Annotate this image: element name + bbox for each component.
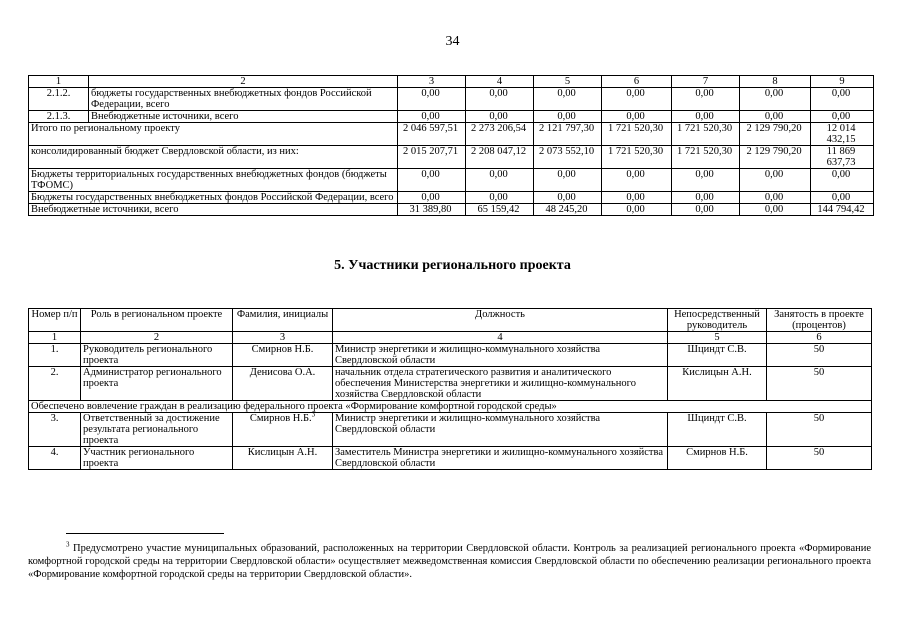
finance-value: 65 159,42 (466, 204, 534, 216)
participant-row (29, 447, 872, 470)
finance-value: 0,00 (534, 192, 602, 204)
finance-col-number: 3 (398, 76, 466, 88)
finance-col-number: 1 (29, 76, 89, 88)
finance-col-number: 2 (89, 76, 398, 88)
finance-value: 0,00 (672, 88, 740, 111)
finance-row-name: Бюджеты государственных внебюджетных фондов Российской Федерации, всего (29, 192, 398, 204)
participant-name: Смирнов Н.Б. (233, 344, 333, 367)
finance-col-number: 5 (534, 76, 602, 88)
finance-row (29, 123, 874, 146)
participants-col-number: 5 (668, 332, 767, 344)
participants-table (28, 308, 872, 470)
header-position: Должность (333, 309, 668, 332)
finance-value: 0,00 (811, 192, 874, 204)
finance-value: 0,00 (672, 111, 740, 123)
participants-col-number: 6 (767, 332, 872, 344)
footnote-ref: 3 (311, 410, 316, 419)
finance-value: 0,00 (466, 111, 534, 123)
finance-row (29, 111, 874, 123)
header-num: Номер п/п (29, 309, 81, 332)
finance-row-name: консолидированный бюджет Свердловской области, из них: (29, 146, 398, 169)
header-role: Роль в региональном проекте (81, 309, 233, 332)
finance-row-name: Внебюджетные источники, всего (29, 204, 398, 216)
finance-row-code: 2.1.3. (29, 111, 89, 123)
participants-col-number: 2 (81, 332, 233, 344)
participant-position: Министр энергетики и жилищно-коммунального хозяйства Свердловской области (333, 344, 668, 367)
header-name: Фамилия, инициалы (233, 309, 333, 332)
finance-value: 2 208 047,12 (466, 146, 534, 169)
participant-manager: Кислицын А.Н. (668, 367, 767, 401)
finance-value: 2 073 552,10 (534, 146, 602, 169)
finance-value: 0,00 (811, 88, 874, 111)
finance-header-row (29, 76, 874, 88)
page-number: 34 (445, 34, 460, 49)
finance-value: 0,00 (602, 169, 672, 192)
participant-num: 3. (29, 413, 81, 447)
finance-row-name: бюджеты государственных внебюджетных фондов Российской Федерации, всего (89, 88, 398, 111)
participant-row (29, 367, 872, 401)
participant-name-text: Смирнов Н.Б. (249, 413, 312, 424)
finance-value: 0,00 (398, 169, 466, 192)
finance-col-number: 8 (740, 76, 811, 88)
finance-value: 2 129 790,20 (740, 146, 811, 169)
finance-value: 0,00 (602, 111, 672, 123)
participant-load: 50 (767, 447, 872, 470)
finance-value: 0,00 (740, 88, 811, 111)
finance-row-name: Бюджеты территориальных государственных внебюджетных фондов (бюджеты ТФОМС) (29, 169, 398, 192)
finance-value: 0,00 (602, 204, 672, 216)
participant-role: Администратор регионального проекта (81, 367, 233, 401)
participant-manager: Смирнов Н.Б. (668, 447, 767, 470)
participant-role: Ответственный за достижение результата регионального проекта (81, 413, 233, 447)
footnote-mark: 3 (66, 540, 70, 549)
participant-position: Министр энергетики и жилищно-коммунального хозяйства Свердловской области (333, 413, 668, 447)
finance-value: 0,00 (534, 88, 602, 111)
finance-row-code: 2.1.2. (29, 88, 89, 111)
finance-value: 0,00 (672, 192, 740, 204)
footnote (28, 542, 871, 581)
finance-value: 0,00 (672, 169, 740, 192)
finance-value: 11 869 637,73 (811, 146, 874, 169)
finance-value: 1 721 520,30 (602, 146, 672, 169)
finance-value: 48 245,20 (534, 204, 602, 216)
finance-value: 0,00 (534, 169, 602, 192)
finance-table (28, 75, 874, 216)
header-manager: Непосредственный руководитель (668, 309, 767, 332)
finance-value: 0,00 (398, 88, 466, 111)
participant-role: Участник регионального проекта (81, 447, 233, 470)
finance-col-number: 7 (672, 76, 740, 88)
finance-value: 0,00 (811, 111, 874, 123)
finance-value: 0,00 (466, 192, 534, 204)
finance-col-number: 4 (466, 76, 534, 88)
finance-value: 0,00 (534, 111, 602, 123)
participant-num: 4. (29, 447, 81, 470)
finance-value: 0,00 (398, 111, 466, 123)
finance-value: 0,00 (811, 169, 874, 192)
participant-name: Кислицын А.Н. (233, 447, 333, 470)
participant-name: Денисова О.А. (233, 367, 333, 401)
finance-value: 1 721 520,30 (602, 123, 672, 146)
finance-value: 31 389,80 (398, 204, 466, 216)
participant-num: 2. (29, 367, 81, 401)
finance-col-number: 6 (602, 76, 672, 88)
participants-header-row (29, 309, 872, 332)
finance-row (29, 192, 874, 204)
finance-value: 0,00 (740, 204, 811, 216)
finance-value: 2 273 206,54 (466, 123, 534, 146)
finance-row-name: Внебюджетные источники, всего (89, 111, 398, 123)
footnote-text: Предусмотрено участие муниципальных образований, расположенных на территории Свердловской области. Контроль за реализацией регионального проекта «Формирование комфортной городской среды на территории Свердловской области» осуществляет межведомственная комиссия Свердловской области по обеспечению реализации регионального проекта «Формирование комфортной городской среды на территории Свердловской области». (28, 543, 872, 580)
participant-position: Заместитель Министра энергетики и жилищно-коммунального хозяйства Свердловской области (333, 447, 668, 470)
participants-col-number: 4 (333, 332, 668, 344)
participant-position: начальник отдела стратегического развития и аналитического обеспечения Министерства энергетики и жилищно-коммунального хозяйства Свердловской области (333, 367, 668, 401)
participant-load: 50 (767, 344, 872, 367)
finance-row (29, 169, 874, 192)
finance-value: 1 721 520,30 (672, 123, 740, 146)
participant-load: 50 (767, 367, 872, 401)
footnote-separator (66, 533, 224, 534)
finance-value: 0,00 (466, 88, 534, 111)
participant-manager: Шциндт С.В. (668, 344, 767, 367)
finance-value: 2 121 797,30 (534, 123, 602, 146)
participant-role: Руководитель регионального проекта (81, 344, 233, 367)
section-title: 5. Участники регионального проекта (334, 258, 571, 273)
finance-value: 0,00 (466, 169, 534, 192)
finance-row-name: Итого по региональному проекту (29, 123, 398, 146)
finance-value: 2 046 597,51 (398, 123, 466, 146)
participant-manager: Шциндт С.В. (668, 413, 767, 447)
finance-row (29, 146, 874, 169)
finance-value: 2 015 207,71 (398, 146, 466, 169)
finance-value: 0,00 (602, 88, 672, 111)
participants-col-number: 3 (233, 332, 333, 344)
finance-value: 0,00 (672, 204, 740, 216)
participants-col-number: 1 (29, 332, 81, 344)
participant-num: 1. (29, 344, 81, 367)
finance-row (29, 204, 874, 216)
finance-value: 0,00 (740, 169, 811, 192)
participant-name (233, 410, 333, 447)
participants-col-numbers (29, 332, 872, 344)
finance-value: 0,00 (740, 192, 811, 204)
finance-row (29, 88, 874, 111)
finance-value: 144 794,42 (811, 204, 874, 216)
finance-value: 0,00 (602, 192, 672, 204)
finance-value: 0,00 (740, 111, 811, 123)
participant-load: 50 (767, 413, 872, 447)
participant-row (29, 344, 872, 367)
finance-value: 1 721 520,30 (672, 146, 740, 169)
participants-group-row (29, 401, 872, 413)
finance-value: 2 129 790,20 (740, 123, 811, 146)
finance-value: 12 014 432,15 (811, 123, 874, 146)
finance-col-number: 9 (811, 76, 874, 88)
header-load: Занятость в проекте (процентов) (767, 309, 872, 332)
finance-value: 0,00 (398, 192, 466, 204)
group-title: Обеспечено вовлечение граждан в реализацию федерального проекта «Формирование комфортной городской среды» (29, 401, 872, 413)
participant-row (29, 413, 872, 447)
